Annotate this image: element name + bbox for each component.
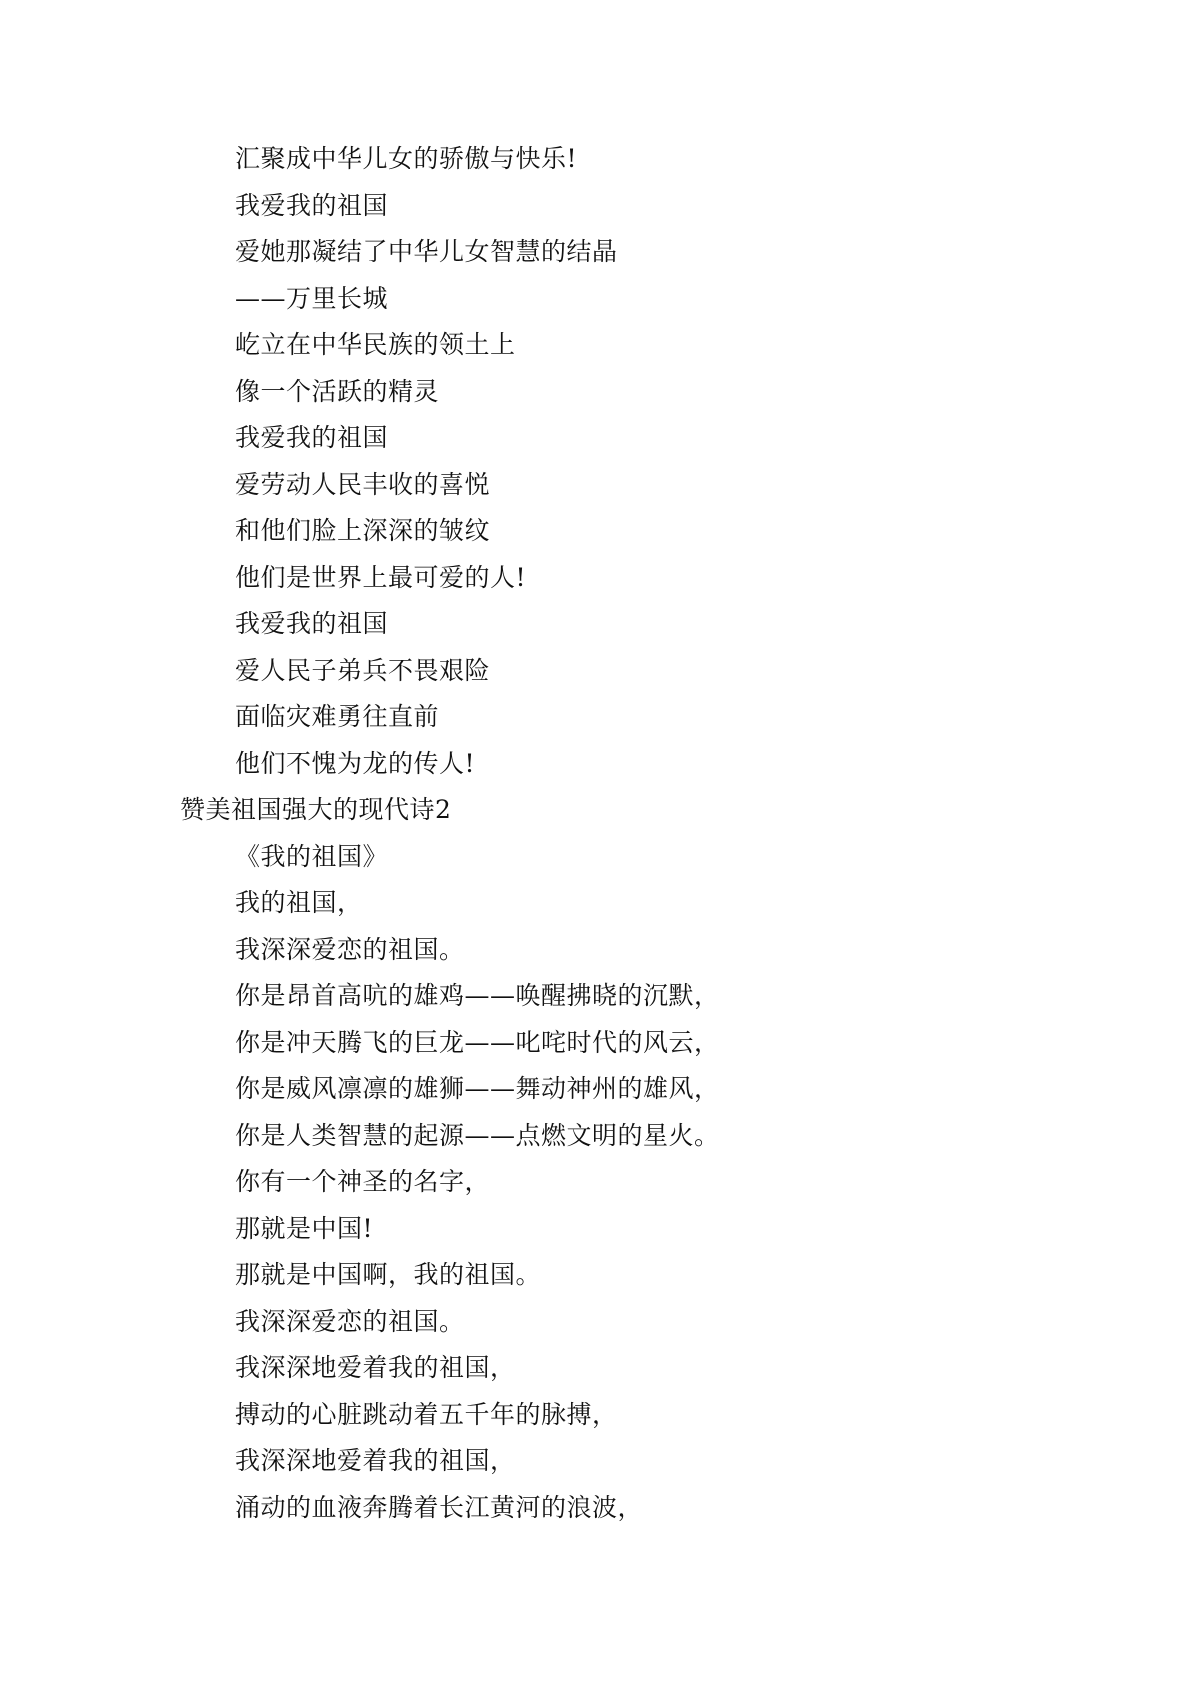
poem-line: 那就是中国! [235, 1213, 374, 1243]
poem-line: ——万里长城 [235, 283, 389, 313]
poem-line: 你是昂首高吭的雄鸡——唤醒拂晓的沉默， [235, 981, 720, 1010]
poem-line: 面临灾难勇往直前 [235, 702, 440, 731]
poem-text-block [0, 136, 1191, 1531]
poem-line: 涌动的血液奔腾着长江黄河的浪波， [235, 1492, 644, 1522]
poem-line: 你是冲天腾飞的巨龙——叱咤时代的风云， [235, 1027, 720, 1057]
poem-line: 你是人类智慧的起源——点燃文明的星火。 [235, 1120, 720, 1150]
poem-line: 他们是世界上最可爱的人! [235, 562, 527, 592]
poem-line: 我深深地爱着我的祖国， [235, 1446, 516, 1475]
poem-line: 你有一个神圣的名字， [235, 1167, 491, 1196]
poem-line: 你是威风凛凛的雄狮——舞动神州的雄风， [235, 1074, 720, 1103]
poem-line: 他们不愧为龙的传人! [235, 748, 476, 778]
poem-line: 爱她那凝结了中华儿女智慧的结晶 [235, 237, 618, 266]
poem-line: 汇聚成中华儿女的骄傲与快乐! [235, 144, 578, 173]
poem-line: 我的祖国， [235, 888, 363, 917]
poem-line: 我深深地爱着我的祖国， [235, 1353, 516, 1382]
poem-line: 我爱我的祖国 [235, 423, 389, 452]
poem-line: 我深深爱恋的祖国。 [235, 934, 465, 964]
poem-line: 那就是中国啊，我的祖国。 [235, 1260, 542, 1289]
poem-line: 爱人民子弟兵不畏艰险 [235, 655, 491, 685]
poem-line: 和他们脸上深深的皱纹 [235, 516, 491, 545]
poem-line: 我爱我的祖国 [235, 190, 389, 220]
poem-line: 像一个活跃的精灵 [235, 376, 440, 406]
section-heading: 赞美祖国强大的现代诗2 [180, 795, 452, 824]
poem-line: 爱劳动人民丰收的喜悦 [235, 469, 491, 499]
poem-line: 我爱我的祖国 [235, 609, 389, 638]
poem-line: 《我的祖国》 [235, 841, 389, 871]
poem-line: 我深深爱恋的祖国。 [235, 1306, 465, 1336]
poem-line: 屹立在中华民族的领土上 [235, 330, 516, 359]
poem-line: 搏动的心脏跳动着五千年的脉搏， [235, 1399, 618, 1429]
